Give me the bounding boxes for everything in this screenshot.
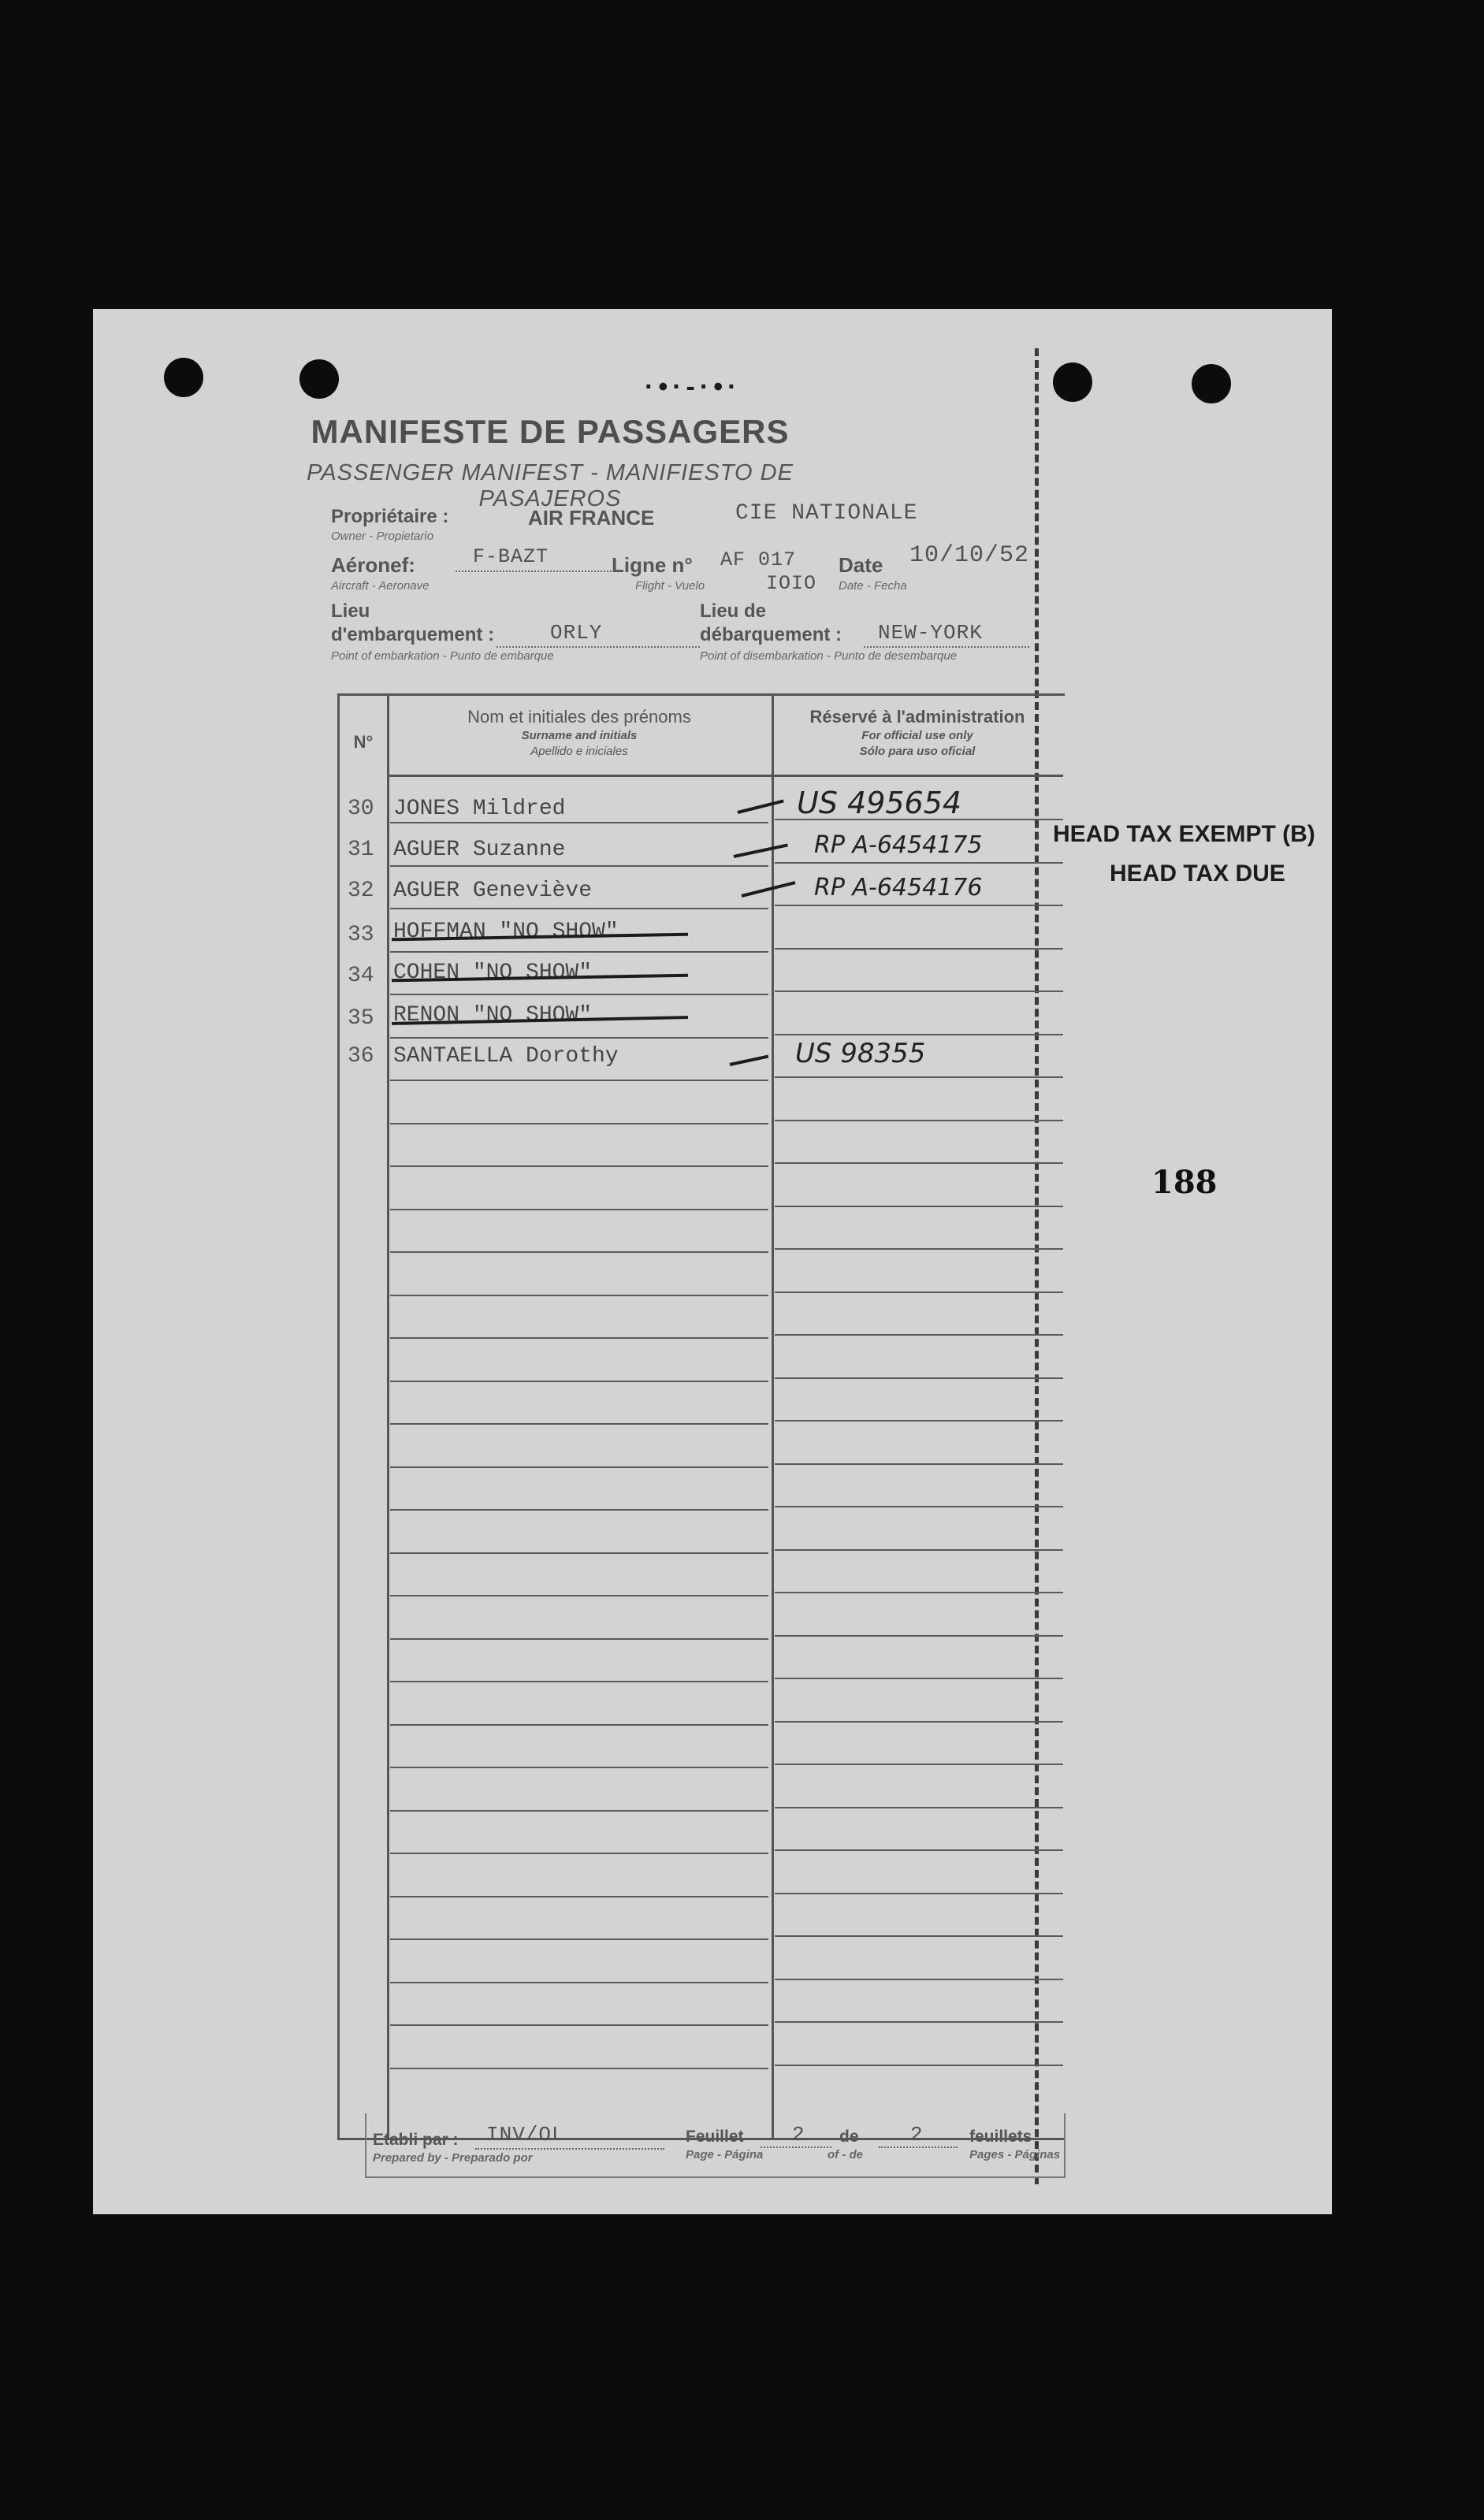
ruled-line [775, 1206, 1063, 1207]
ruled-line [390, 1165, 768, 1167]
ruled-line [390, 822, 768, 823]
passenger-name: RENON "NO SHOW" [393, 1003, 593, 1028]
ruled-line [775, 862, 1063, 864]
embarkation-label: Lieu [331, 600, 370, 622]
date-label: Date [839, 553, 883, 577]
row-number: 33 [348, 923, 374, 947]
head-tax-due-stamp: HEAD TAX DUE [1110, 860, 1285, 886]
passenger-name: COHEN "NO SHOW" [393, 961, 593, 985]
aircraft-label: Aéronef: [331, 553, 415, 577]
ruled-line [390, 1381, 768, 1382]
ruled-line [390, 951, 768, 953]
ruled-line [775, 991, 1063, 992]
ruled-line [775, 1849, 1063, 1851]
disembarkation-sublabel: Point of disembarkation - Punto de desembarque [700, 649, 958, 663]
ruled-line [775, 948, 1063, 950]
ruled-line [775, 1721, 1063, 1723]
ruled-line [775, 1935, 1063, 1937]
passenger-name: AGUER Suzanne [393, 838, 566, 862]
col-header-admin-sub2: Sólo para uso oficial [859, 745, 976, 758]
ruled-line [390, 1638, 768, 1640]
owner-label: Propriétaire : [331, 506, 449, 527]
admin-note: US 495654 [797, 786, 962, 820]
ruled-line [390, 908, 768, 909]
ruled-line [775, 1549, 1063, 1551]
embarkation-sublabel: Point of embarkation - Punto de embarque [331, 649, 554, 663]
ruled-line [390, 1982, 768, 1983]
admin-note: RP A-6454175 [814, 831, 983, 859]
ruled-line [775, 1635, 1063, 1637]
disembarkation-value: NEW-YORK [878, 621, 983, 645]
page-number: 188 [1151, 1164, 1218, 1201]
punch-hole [164, 358, 203, 397]
total-sheets-value: 2 [910, 2123, 924, 2146]
sheet-sublabel: Page - Página [686, 2148, 764, 2161]
aircraft-sublabel: Aircraft - Aeronave [331, 579, 430, 593]
ruled-line [390, 1466, 768, 1468]
disembarkation-label: Lieu de [700, 600, 767, 622]
ruled-line [390, 1295, 768, 1296]
ruled-line [775, 1420, 1063, 1422]
owner-extra: CIE NATIONALE [735, 501, 918, 526]
owner-value: AIR FRANCE [528, 506, 655, 530]
of-sublabel: of - de [828, 2148, 863, 2161]
ruled-line [775, 905, 1063, 906]
ruled-line [390, 865, 768, 867]
punch-hole [1053, 362, 1092, 402]
col-header-name: Nom et initiales des prénoms [467, 707, 691, 727]
col-header-admin-sub1: For official use only [861, 729, 973, 742]
ruled-line [775, 1979, 1063, 1980]
ruled-line [775, 1162, 1063, 1164]
admin-note: US 98355 [795, 1038, 926, 1069]
ruled-line [390, 1037, 768, 1039]
flight-sublabel: Flight - Vuelo [635, 579, 705, 593]
passenger-name: JONES Mildred [393, 797, 566, 821]
ruled-line [390, 2068, 768, 2069]
ruled-line [390, 1552, 768, 1554]
ruled-line [775, 1034, 1063, 1035]
passenger-name: AGUER Geneviève [393, 879, 593, 903]
ruled-line [390, 1724, 768, 1726]
sheets-label: feuillets [969, 2128, 1032, 2146]
manifest-sheet [93, 309, 1332, 2214]
ruled-line [390, 1896, 768, 1897]
row-number: 31 [348, 838, 374, 862]
ruled-line [775, 1463, 1063, 1465]
disembarkation-label2: débarquement : [700, 624, 842, 645]
punch-hole [299, 359, 339, 399]
ruled-line [390, 1080, 768, 1081]
ruled-line [775, 1334, 1063, 1336]
head-tax-exempt-stamp: HEAD TAX EXEMPT (B) [1053, 821, 1315, 847]
ruled-line [775, 2021, 1063, 2023]
ruled-line [775, 1592, 1063, 1593]
ruled-line [390, 1767, 768, 1768]
col-header-name-sub2: Apellido e iniciales [530, 745, 628, 758]
flight-value: AF 017 [720, 548, 797, 571]
col-header-name-sub1: Surname and initials [521, 729, 638, 742]
ruled-line [775, 1292, 1063, 1293]
passenger-name: SANTAELLA Dorothy [393, 1044, 619, 1069]
ruled-line [775, 1764, 1063, 1765]
manifest-footer [365, 2113, 1066, 2178]
ink-stamp-mark: ·•·-·•· [645, 372, 742, 402]
ruled-line [775, 1807, 1063, 1808]
manifest-title: MANIFESTE DE PASSAGERS [311, 413, 790, 450]
col-header-admin: Réservé à l'administration [809, 707, 1025, 727]
ruled-line [390, 994, 768, 995]
date-value: 10/10/52 [909, 542, 1030, 569]
ruled-line [390, 1209, 768, 1210]
flight-label: Ligne n° [612, 553, 693, 577]
ruled-line [775, 1120, 1063, 1121]
sheets-sublabel: Pages - Páginas [969, 2148, 1061, 2161]
ruled-line [390, 1123, 768, 1124]
ruled-line [390, 1853, 768, 1854]
embarkation-value: ORLY [550, 621, 603, 645]
punch-hole [1192, 364, 1231, 403]
ruled-line [390, 1509, 768, 1511]
ruled-line [390, 1938, 768, 1940]
prepared-by-sublabel: Prepared by - Preparado por [373, 2151, 533, 2165]
row-number: 34 [348, 964, 374, 988]
ruled-line [390, 1251, 768, 1253]
date-sublabel: Date - Fecha [839, 579, 907, 593]
passenger-name: HOFFMAN "NO SHOW" [393, 920, 619, 944]
sheet-label: Feuillet [686, 2128, 744, 2146]
ruled-line [775, 1678, 1063, 1679]
manifest-subtitle: PASSENGER MANIFEST - MANIFIESTO DE PASAJEROS [307, 460, 794, 511]
ruled-line [390, 2024, 768, 2026]
prepared-by-label: Etabli par : [373, 2131, 459, 2149]
embarkation-label2: d'embarquement : [331, 624, 495, 645]
ruled-line [775, 1076, 1063, 1078]
ruled-line [775, 1893, 1063, 1894]
ruled-line [390, 1423, 768, 1425]
passenger-table [337, 693, 1065, 2140]
ruled-line [390, 1595, 768, 1596]
row-number: 30 [348, 797, 374, 821]
ruled-line [775, 2065, 1063, 2066]
ruled-line [775, 1248, 1063, 1250]
admin-note: RP A-6454176 [814, 874, 983, 901]
col-header-number: N° [353, 732, 374, 752]
owner-sublabel: Owner - Propietario [331, 530, 434, 543]
prepared-by-value: INV/OL [486, 2123, 565, 2146]
ruled-line [775, 1377, 1063, 1379]
row-number: 35 [348, 1006, 374, 1031]
sheet-value: 2 [792, 2123, 805, 2146]
row-number: 36 [348, 1044, 374, 1069]
aircraft-value: F-BAZT [473, 545, 549, 568]
flight-extra: IOIO [766, 572, 817, 595]
row-number: 32 [348, 879, 374, 903]
ruled-line [390, 1681, 768, 1682]
ruled-line [390, 1810, 768, 1812]
of-label: de [839, 2128, 859, 2146]
ruled-line [390, 1337, 768, 1339]
ruled-line [775, 1506, 1063, 1507]
